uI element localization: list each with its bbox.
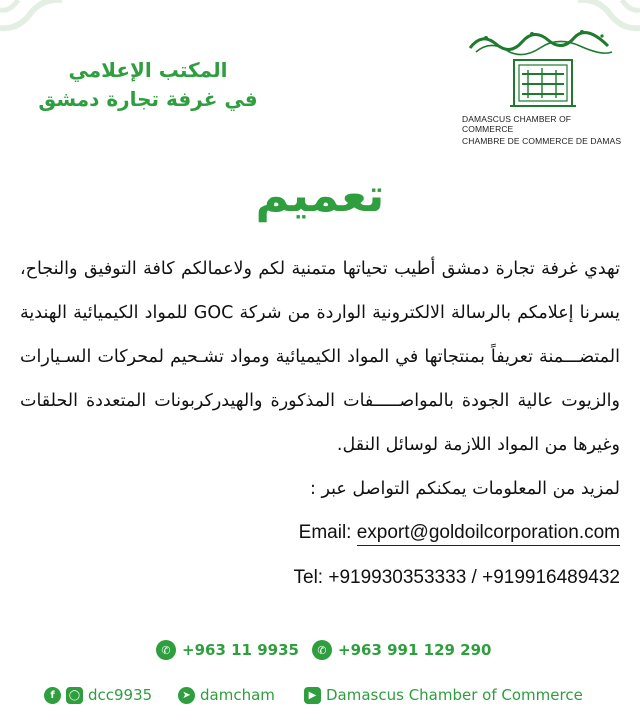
footer-social-dcc[interactable] (44, 686, 152, 704)
youtube-channel-text: Damascus Chamber of Commerce (326, 686, 583, 704)
facebook-icon: f (44, 687, 61, 704)
telegram-handle-text: damcham (200, 686, 275, 704)
chamber-emblem-icon (462, 26, 622, 108)
tel-row (20, 567, 620, 589)
chamber-logo (462, 26, 622, 146)
email-label: Email: (298, 522, 352, 543)
email-link[interactable]: export@goldoilcorporation.com (357, 522, 620, 546)
instagram-icon: ◯ (66, 687, 83, 704)
footer-social-telegram[interactable] (178, 686, 275, 704)
more-info-text: لمزيد من المعلومات يمكنكم التواصل عبر : (309, 479, 620, 499)
body-line-2: يسرنا إعلامكم بالرسالة الالكترونية الواردة من شركة GOC للمواد الكيميائية الهندية (20, 303, 621, 323)
phone-icon: ✆ (312, 640, 332, 660)
footer-phone-1-text: +963 11 9935 (182, 641, 299, 659)
body-line-4: والزيوت عالية الجودة بالمواصـــــفات المذكورة والهيدركربونات المتعددة الحلقات (20, 391, 620, 411)
body-line-5: وغيرها من المواد اللازمة لوسائل النقل. (336, 435, 620, 455)
body-line-3: المتضـــمنة تعريفاً بمنتجاتها في المواد الكيميائية ومواد تشـحيم لمحركات السـيارات (20, 347, 620, 367)
email-row (20, 522, 620, 544)
tel-label: Tel: (293, 567, 324, 588)
logo-caption-en: DAMASCUS CHAMBER OF COMMERCE (462, 114, 572, 134)
corner-decoration-top-left (0, 0, 70, 40)
footer-social-youtube[interactable] (304, 686, 583, 704)
footer-phone-1[interactable] (156, 640, 299, 660)
footer-phone-2-text: +963 991 129 290 (338, 641, 492, 659)
phone-icon: ✆ (156, 640, 176, 660)
social-handle-text: dcc9935 (88, 686, 153, 704)
media-office-line1: المكتب الإعلامي (68, 58, 228, 82)
footer-phone-2[interactable] (312, 640, 491, 660)
media-office-label (28, 56, 268, 114)
tel-value: +919930353333 / +919916489432 (328, 567, 620, 588)
page-title: تعميم (255, 168, 385, 222)
media-office-line2: في غرفة تجارة دمشق (38, 87, 258, 111)
telegram-icon: ➤ (178, 687, 195, 704)
body-line-1: تهدي غرفة تجارة دمشق أطيب تحياتها متمنية لكم ولاعمالكم كافة التوفيق والنجاح، (20, 259, 620, 279)
youtube-icon: ▶ (304, 687, 321, 704)
logo-caption-fr: CHAMBRE DE COMMERCE DE DAMAS (462, 136, 622, 146)
